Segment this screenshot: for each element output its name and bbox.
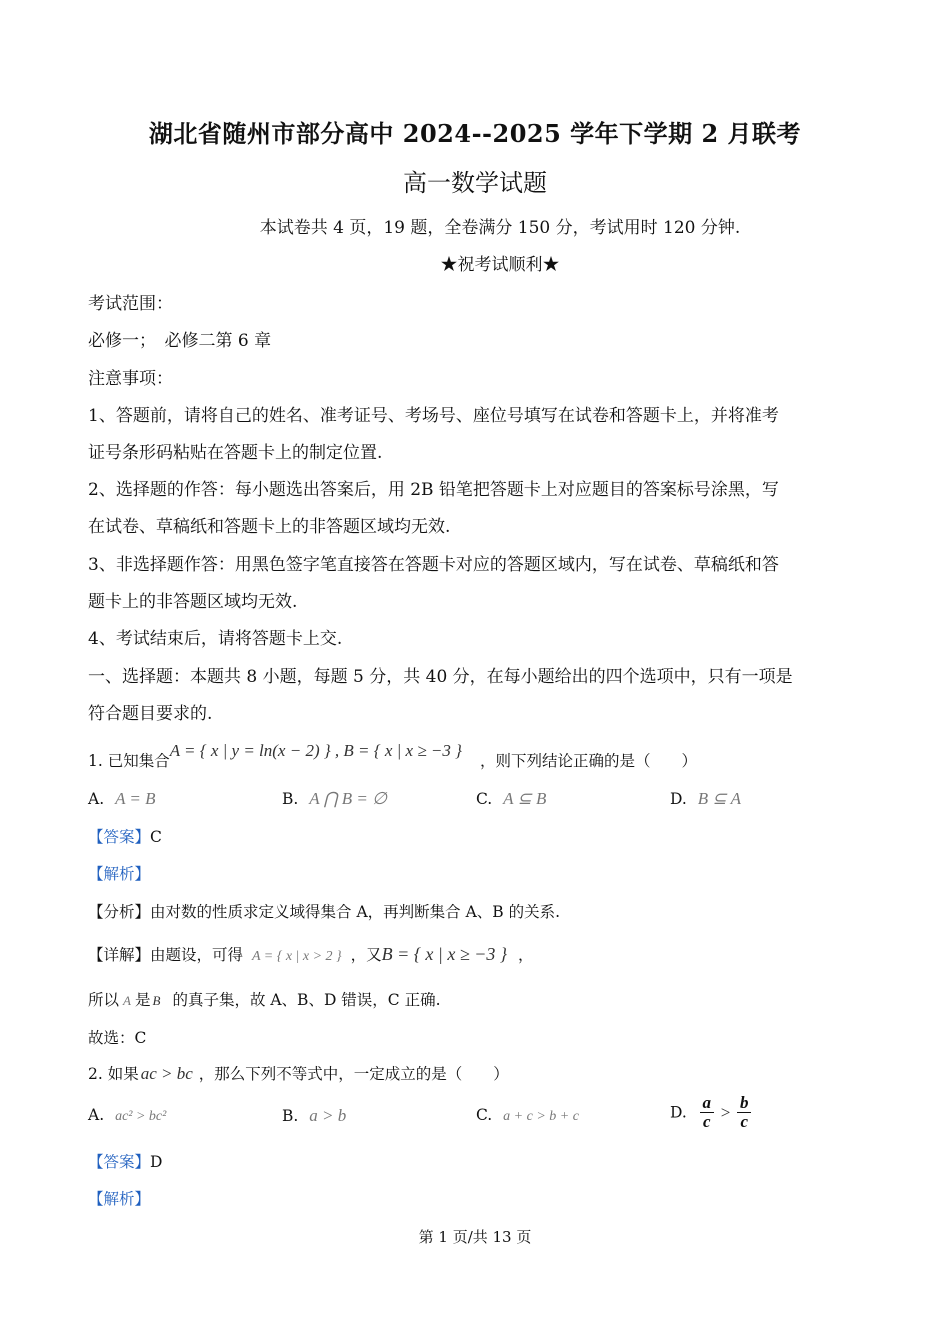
detail-tag: 【详解】 [88, 946, 151, 964]
note-3-line-1: 3、非选择题作答：用黑色签字笔直接答在答题卡对应的答题区域内，写在试卷、草稿纸和答 [88, 555, 779, 575]
detail-text: ， [518, 946, 534, 964]
note-4: 4、考试结束后，请将答题卡上交. [88, 629, 343, 649]
exam-info: 本试卷共 4 页，19 题，全卷满分 150 分，考试用时 120 分钟. [259, 218, 741, 238]
option-formula: A ⋂ B = ∅ [309, 789, 387, 808]
question-1-option-d [670, 789, 741, 809]
question-2-option-c [476, 1106, 579, 1125]
fraction-b-over-c [737, 1094, 751, 1131]
option-formula: A ⊆ B [503, 789, 547, 808]
question-1-suffix: ，则下列结论正确的是（ ） [479, 752, 697, 770]
section-heading-line-2: 符合题目要求的. [88, 704, 213, 724]
option-label: C. [476, 790, 493, 808]
page-footer: 第 1 页/共 13 页 [418, 1228, 532, 1246]
exam-title: 湖北省随州市部分高中 2024--2025 学年下学期 2 月联考 [148, 119, 802, 148]
question-1-detail [88, 943, 534, 965]
fraction-denominator: c [740, 1112, 748, 1131]
fraction-denominator: c [702, 1112, 711, 1131]
option-formula: a > b [309, 1106, 347, 1125]
question-2-option-a [88, 1106, 166, 1125]
conclusion-text: 所以 [88, 991, 120, 1009]
question-2-option-b [282, 1106, 346, 1126]
answer-value: D [150, 1153, 163, 1171]
notes-label: 注意事项： [88, 369, 173, 389]
answer-value: C [150, 828, 162, 846]
option-label: D. [670, 1103, 687, 1122]
question-1-analysis-tag: 【解析】 [88, 865, 151, 883]
question-2-stem [88, 1062, 509, 1084]
question-1-option-c [476, 789, 546, 809]
question-1-option-b [282, 789, 387, 809]
note-3-line-2: 题卡上的非答题区域均无效. [88, 592, 298, 612]
section-heading-line-1: 一、选择题：本题共 8 小题，每题 5 分，共 40 分，在每小题给出的四个选项中，只有一项是 [88, 667, 793, 687]
conclusion-formula: B [152, 993, 161, 1008]
option-formula: ac² > bc² [115, 1109, 167, 1124]
question-1-fenxi [88, 900, 560, 922]
question-2-formula: ac > bc [140, 1064, 193, 1083]
option-formula: A = B [115, 789, 156, 808]
conclusion-text: 的真子集，故 A、B、D 错误，C 正确. [172, 991, 441, 1009]
detail-text: 由题设，可得 [150, 946, 244, 964]
fenxi-text: 由对数的性质求定义域得集合 A，再判断集合 A、B 的关系. [150, 903, 561, 921]
inequality-sign: > [720, 1102, 731, 1122]
exam-wish: ★祝考试顺利★ [440, 255, 560, 275]
question-2-answer [88, 1150, 162, 1172]
note-2-line-2: 在试卷、草稿纸和答题卡上的非答题区域均无效. [88, 517, 451, 537]
question-2-suffix: ，那么下列不等式中，一定成立的是（ ） [198, 1065, 509, 1083]
exam-subject: 高一数学试题 [403, 169, 547, 197]
question-1-stem [88, 741, 697, 771]
option-label: A. [88, 790, 105, 808]
question-1-answer [88, 825, 162, 847]
question-1-choice: 故选：C [88, 1029, 147, 1047]
note-2-line-1: 2、选择题的作答：每小题选出答案后，用 2B 铅笔把答题卡上对应题目的答案标号涂黑，写 [88, 480, 779, 500]
detail-formula-b: B = { x | x ≥ −3 } [381, 944, 508, 964]
question-1-prefix: 1. 已知集合 [88, 752, 170, 770]
fraction-a-over-c [700, 1094, 714, 1131]
note-1-line-1: 1、答题前，请将自己的姓名、准考证号、考场号、座位号填写在试卷和答题卡上，并将准考 [88, 406, 779, 426]
answer-tag: 【答案】 [88, 1153, 151, 1171]
question-2-option-d [670, 1094, 751, 1131]
scope-label: 考试范围： [88, 294, 173, 314]
option-label: A. [88, 1106, 105, 1124]
question-2-prefix: 2. 如果 [88, 1065, 139, 1083]
option-label: C. [476, 1106, 493, 1124]
fraction-numerator: a [702, 1093, 711, 1112]
option-formula: B ⊆ A [697, 789, 741, 808]
answer-tag: 【答案】 [88, 828, 151, 846]
scope-content: 必修一； 必修二第 6 章 [88, 331, 272, 351]
note-1-line-2: 证号条形码粘贴在答题卡上的制定位置. [88, 443, 383, 463]
question-1-option-a [88, 789, 156, 809]
question-2-analysis-tag: 【解析】 [88, 1190, 151, 1208]
fenxi-tag: 【分析】 [88, 903, 151, 921]
question-1-conclusion [88, 988, 441, 1010]
option-label: B. [282, 1107, 299, 1125]
question-1-formula: A = { x | y = ln(x − 2) } , B = { x | x ≥ −3 } [169, 741, 462, 760]
conclusion-text: 是 [134, 991, 151, 1009]
option-label: D. [670, 790, 687, 808]
option-formula: a + c > b + c [503, 1109, 579, 1124]
detail-formula-a: A = { x | x > 2 } [251, 949, 342, 964]
conclusion-formula: A [123, 993, 131, 1008]
option-label: B. [282, 790, 299, 808]
fraction-numerator: b [739, 1093, 749, 1112]
detail-text: ，又 [350, 946, 382, 964]
